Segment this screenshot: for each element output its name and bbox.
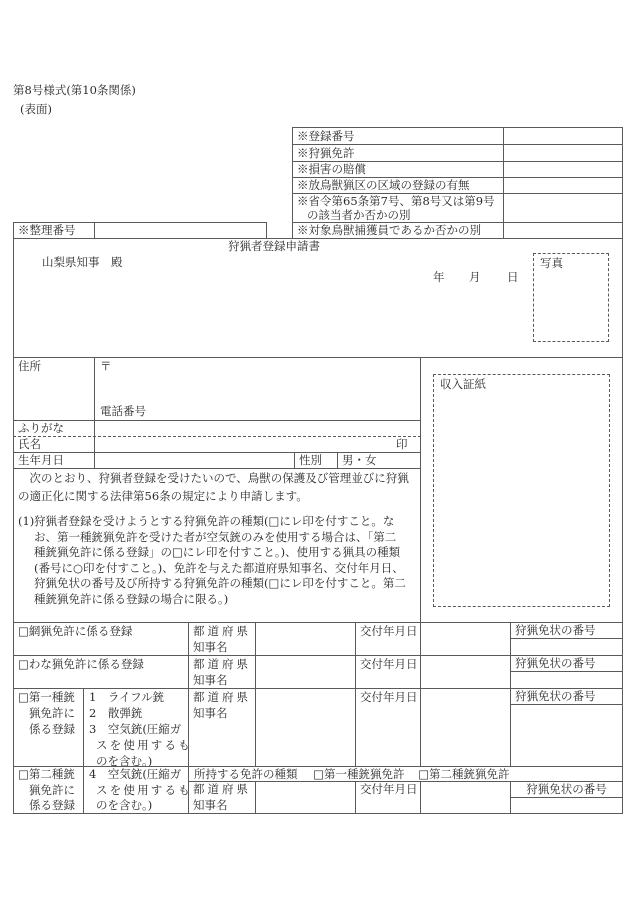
label-text (14, 767, 75, 814)
equipment-rifle: 1 ライフル銃 (89, 690, 165, 704)
official-row-release-area-label (292, 177, 504, 194)
reference-number-label-cell (13, 222, 95, 239)
date-month-label: 月 (469, 270, 481, 284)
statement-line: の適正化に関する法律第56条の規定により申請します。 (18, 489, 308, 503)
label-text (293, 194, 495, 222)
equipment-list (84, 767, 192, 814)
governor-label-cell (188, 622, 256, 656)
governor-label (189, 656, 251, 688)
instruction-line: 種銃猟免許に係る登録」の□にレ印を付すこと。)、使用する猟具の種類 (34, 545, 401, 560)
gender-label-cell (294, 452, 338, 469)
gun-class1-equipment[interactable] (83, 688, 192, 768)
instruction-number: (1) (18, 514, 35, 528)
held-license-class1-checkbox[interactable]: □第一種銃猟免許 (313, 767, 405, 781)
furigana-divider (13, 436, 421, 437)
postal-mark-icon: 〒 (100, 359, 112, 373)
name-label: 氏名 (18, 437, 41, 451)
statement-block (13, 468, 421, 623)
governor-label-line: 都道府県 (193, 782, 251, 796)
gender-options[interactable] (337, 452, 421, 469)
photo-box (533, 253, 609, 342)
label-line: 係る登録 (29, 722, 75, 736)
instruction-line: (番号に○印を付すこと。)、免許を与えた都道府県知事名、交付年月日、 (34, 560, 404, 575)
governor-label (189, 623, 251, 655)
date-year-label: 年 (433, 270, 445, 284)
label-line: 猟免許に (29, 706, 75, 720)
license-number-label: 狩猟免状の番号 (515, 689, 596, 703)
issue-date-field[interactable] (420, 622, 511, 656)
instruction-line: 種銃猟免許に係る登録の場合に限る。) (34, 591, 229, 606)
issue-date-label: 交付年月日 (360, 782, 418, 796)
governor-field[interactable] (255, 655, 356, 689)
label-text: ※狩猟免許 (297, 146, 355, 160)
official-row-hunting-license-label (292, 144, 504, 162)
issue-date-field[interactable] (420, 655, 511, 689)
governor-label (189, 782, 251, 813)
equipment-airgun-cont: スを使用するも (96, 738, 192, 752)
phone-label: 電話番号 (100, 404, 146, 418)
furigana-label: ふりがな (18, 421, 64, 435)
equipment-shotgun: 2 散弾銃 (89, 706, 143, 720)
reference-number-label: ※整理番号 (18, 223, 76, 237)
license-number-label: 狩猟免状の番号 (515, 623, 596, 637)
governor-label-line: 都道府県 (193, 624, 251, 638)
issue-date-label-cell (355, 688, 421, 767)
birthdate-field[interactable] (94, 452, 295, 469)
address-field[interactable] (94, 357, 421, 421)
seal-mark: 印 (396, 437, 408, 451)
issue-date-label: 交付年月日 (360, 690, 418, 704)
held-license-type-row (188, 766, 623, 782)
issue-date-label-cell (355, 781, 421, 814)
equipment-airgun-cont: のを含む。) (96, 754, 153, 768)
license-number-label-cell (510, 622, 623, 639)
address-label-cell (13, 357, 95, 421)
equipment-list (84, 689, 192, 769)
label-line: の該当者か否かの別 (307, 208, 411, 222)
official-row-hunting-license-value[interactable] (503, 144, 623, 162)
governor-label-line: 都道府県 (193, 657, 251, 671)
governor-label-line: 知事名 (193, 640, 228, 654)
official-row-registration-number-label (292, 127, 504, 145)
issue-date-label: 交付年月日 (360, 624, 418, 638)
statement-line: 次のとおり、狩猟者登録を受けたいので、鳥獣の保護及び管理並びに狩猟 (18, 471, 409, 485)
label-line: 係る登録 (29, 798, 75, 812)
label-text: □わな猟免許に係る登録 (18, 657, 144, 671)
official-row-ordinance-value[interactable] (503, 193, 623, 223)
label-line: □第一種銃 (18, 690, 75, 704)
official-row-release-area-value[interactable] (503, 177, 623, 194)
birthdate-label: 生年月日 (18, 453, 64, 467)
instruction-line: お、第一種銃猟免許を受けた者が空気銃のみを使用する場合は、「第二 (34, 529, 397, 544)
equipment-airgun-cont: のを含む。) (96, 798, 153, 812)
official-row-capture-staff-label (292, 222, 504, 239)
label-line: 猟免許に (29, 782, 75, 797)
governor-label-line: 知事名 (193, 797, 228, 812)
label-text: ※損害の賠償 (297, 162, 366, 176)
gun-class1-registration-checkbox[interactable] (13, 688, 84, 767)
label-text: □網猟免許に係る登録 (18, 624, 133, 638)
label-text: ※対象鳥獣捕獲員であるか否かの別 (297, 223, 481, 237)
gun-class2-equipment[interactable] (83, 766, 192, 814)
equipment-airgun: 3 空気銃(圧縮ガ (89, 722, 182, 736)
revenue-stamp-column (420, 357, 623, 623)
revenue-stamp-box (433, 374, 610, 607)
application-title: 狩猟者登録申請書 (228, 239, 320, 253)
held-license-class2-checkbox[interactable]: □第二種銃猟免許 (418, 767, 510, 781)
address-label: 住所 (18, 359, 41, 373)
governor-label-line: 知事名 (193, 706, 228, 720)
issue-date-label-cell (355, 655, 421, 689)
governor-label-line: 都道府県 (193, 690, 251, 704)
governor-field[interactable] (255, 622, 356, 656)
governor-label (189, 689, 251, 721)
trap-registration-checkbox[interactable] (13, 655, 189, 689)
net-registration-checkbox[interactable] (13, 622, 189, 656)
photo-label: 写真 (540, 256, 563, 270)
equipment-airgun-cont: スを使用するも (96, 782, 192, 797)
license-number-label-cell (510, 781, 623, 798)
license-number-label-cell (510, 655, 623, 672)
instruction (34, 514, 406, 608)
official-row-capture-staff-value[interactable] (503, 222, 623, 239)
form-number: 第8号様式(第10条関係) (13, 83, 136, 97)
governor-label-cell (188, 655, 256, 689)
reference-number-field[interactable] (94, 222, 267, 239)
equipment-airgun: 4 空気銃(圧縮ガ (89, 767, 182, 781)
label-line: ※省令第65条第7号、第8号又は第9号 (297, 194, 495, 208)
license-number-field[interactable] (510, 704, 623, 767)
license-number-field[interactable] (510, 671, 623, 689)
gender-options-text: 男・女 (342, 453, 377, 467)
governor-field[interactable] (255, 781, 356, 814)
label-text: ※登録番号 (297, 129, 355, 143)
governor-label-line: 知事名 (193, 673, 228, 687)
label-line: □第二種銃 (18, 767, 75, 781)
license-number-label-cell (510, 688, 623, 705)
form-side-label: (表面) (20, 102, 52, 116)
revenue-stamp-label: 収入証紙 (440, 377, 486, 391)
label-text: ※放鳥獣猟区の区域の登録の有無 (297, 178, 470, 192)
official-row-ordinance-label (292, 193, 504, 223)
date-day-label: 日 (507, 270, 519, 284)
license-number-field[interactable] (510, 797, 623, 814)
gender-label: 性別 (299, 453, 322, 467)
license-number-field[interactable] (510, 638, 623, 656)
gun-class2-registration-checkbox[interactable] (13, 766, 84, 814)
governor-field[interactable] (255, 688, 356, 767)
official-row-damages-value[interactable] (503, 161, 623, 178)
official-row-registration-number-value[interactable] (503, 127, 623, 145)
license-number-label: 狩猟免状の番号 (515, 656, 596, 670)
held-license-label: 所持する免許の種類 (194, 767, 298, 781)
issue-date-label-cell (355, 622, 421, 656)
official-row-damages-label (292, 161, 504, 178)
governor-label-cell (188, 781, 256, 814)
held-license (189, 767, 510, 781)
addressee: 山梨県知事 殿 (42, 255, 123, 269)
instruction-line: 狩猟者登録を受けようとする狩猟免許の種類(□にレ印を付すこと。な (34, 514, 395, 528)
birthdate-label-cell (13, 452, 95, 469)
issue-date-field[interactable] (420, 688, 511, 767)
instruction-line: 狩猟免状の番号及び所持する狩猟免許の種類(□にレ印を付すこと。第二 (34, 576, 406, 591)
license-number-label: 狩猟免状の番号 (526, 782, 607, 796)
issue-date-field[interactable] (420, 781, 511, 814)
label-text (14, 689, 75, 737)
governor-label-cell (188, 688, 256, 767)
issue-date-label: 交付年月日 (360, 657, 418, 671)
statement (18, 469, 409, 505)
